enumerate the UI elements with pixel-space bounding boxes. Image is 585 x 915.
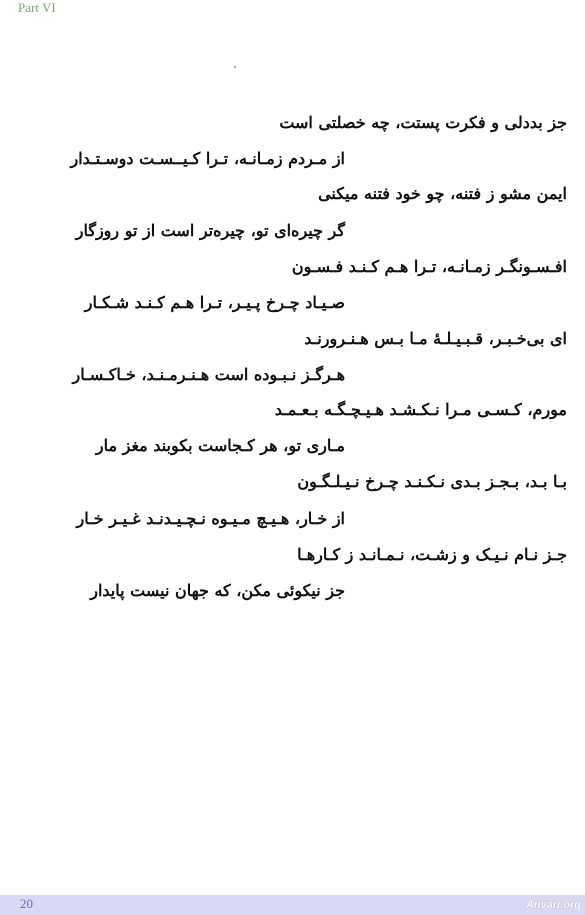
- poem-line: افـسـونگـر زمـانـه، تـرا هـم کـنـد فـسـون: [291, 257, 567, 276]
- poem-line: بـا بـد، بـجـز بـدی نـکـنـد چـرخ نـیـلـگـون: [297, 472, 567, 491]
- poem-line: مـاری تو، هر کـجاست بکوبند مغز مار: [95, 436, 345, 455]
- poem-line: گر چیره‌ای تو، چیره‌تر است از تو روزگار: [75, 221, 345, 240]
- poem-line: جز نیکوئی مکن، که جهان نیست پایدار: [90, 581, 345, 600]
- poem-line: جز بددلی و فکرت پستت، چه خصلتی است: [279, 113, 567, 132]
- poem-line: هـرگـز نـبـوده است هـنـرمـنـد، خـاکـسـار: [72, 365, 345, 384]
- poem-line: از خـار، هـیـچ مـیـوه نـچـیـدنـد غـیـر خـار: [76, 509, 345, 528]
- poem-line: مورم، کـسـی مـرا نـکـشـد هـیـچـگـه بـعـمـد: [274, 400, 567, 419]
- poem-line: ای بی‌خـبـر، قـبـیـلـهٔ مـا بـس هـنـرورنـد: [304, 329, 567, 348]
- page-number: 20: [20, 896, 33, 911]
- poem-line: ایمن مشو ز فتنه، چو خود فتنه میکنی: [318, 184, 567, 203]
- watermark-logo: Anvari.org: [525, 899, 581, 911]
- part-label: Part VI: [18, 0, 56, 15]
- poem-line: صـیـاد چـرخ پـیـر، تـرا هـم کـنـد شـکـار: [84, 293, 345, 312]
- footer-bar: [0, 895, 585, 915]
- poem-line: از مـردم زمـانـه، تـرا کـیــسـت دوسـتـدار: [70, 149, 345, 168]
- poem-line: جـز نـام نـیـک و زشـت، نـمـانـد ز کـارهـا: [297, 545, 567, 564]
